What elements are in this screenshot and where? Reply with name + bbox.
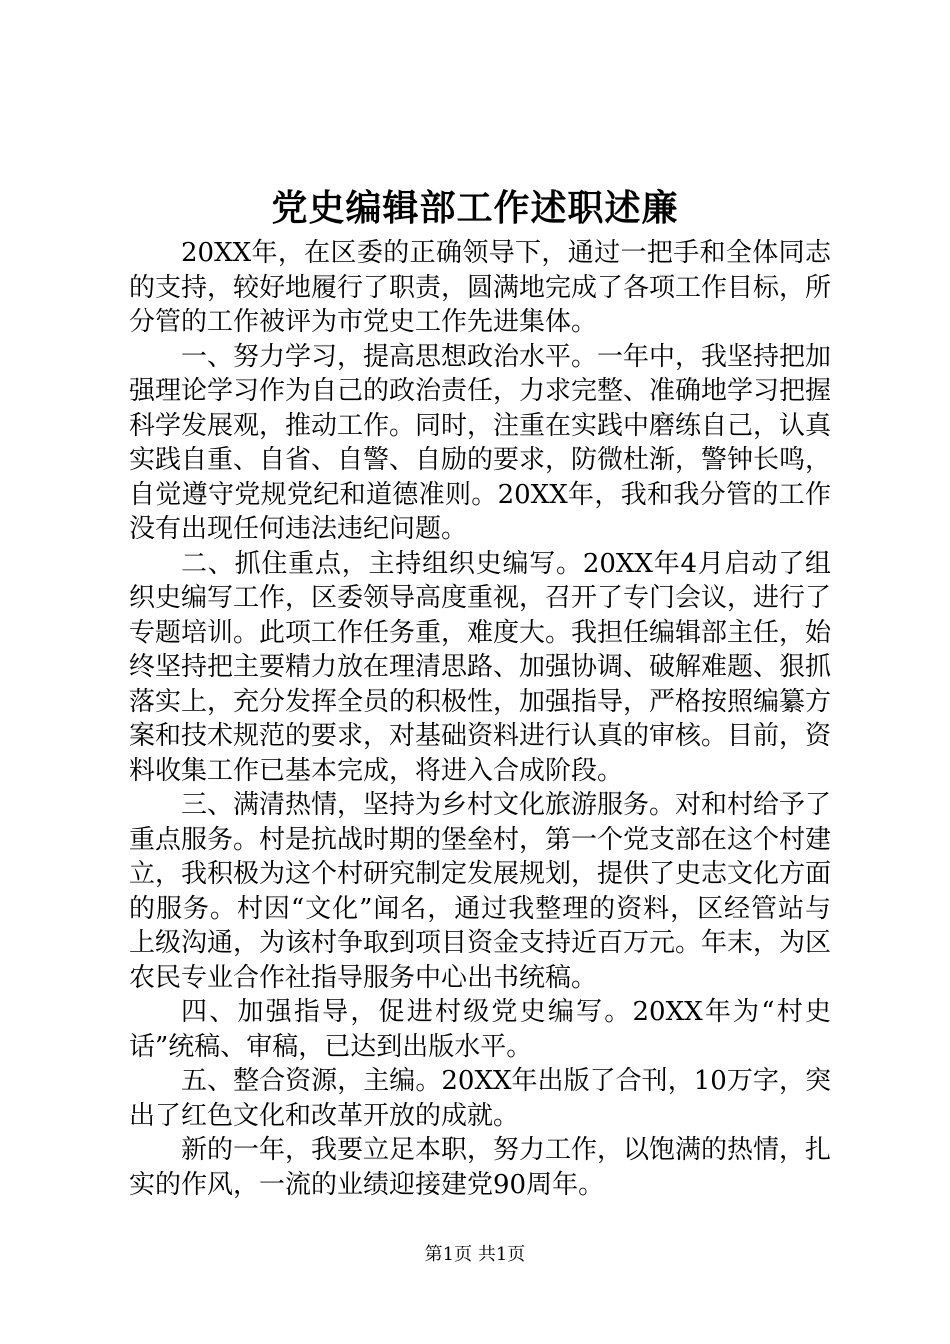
document-title: 党史编辑部工作述职述廉 <box>271 187 679 229</box>
paragraph-village-service: 三、满清热情，坚持为乡村文化旅游服务。对和村给予了重点服务。村是抗战时期的堡垒村，第一个党支部在这个村建立，我积极为这个村研究制定发展规划，提供了史志文化方面的服务。村因“文化”闻名，通过我整理的资料，区经管站与上级沟通，为该村争取到项目资金支持近百万元。年末，为区农民专业合作社指导服务中心出书统稿。 <box>129 790 832 993</box>
paragraph-resources: 五、整合资源，主编。20XX年出版了合刊，10万字，突出了红色文化和改革开放的成就。 <box>129 1066 831 1131</box>
paragraph-intro: 20XX年，在区委的正确领导下，通过一把手和全体同志的支持，较好地履行了职责，圆满地完成了各项工作目标，所分管的工作被评为市党史工作先进集体。 <box>129 238 832 337</box>
paragraph-village-history-guidance: 四、加强指导，促进村级党史编写。20XX年为“村史话”统稿、审稿，已达到出版水平。 <box>129 997 831 1062</box>
page-number-footer: 第1页 共1页 <box>424 1244 526 1265</box>
paragraph-study: 一、努力学习，提高思想政治水平。一年中，我坚持把加强理论学习作为自己的政治责任，力求完整、准确地学习把握科学发展观，推动工作。同时，注重在实践中磨练自己，认真实践自重、自省、自警、自励的要求，防微杜渐，警钟长鸣，自觉遵守党规党纪和道德准则。20XX年，我和我分管的工作没有出现任何违法违纪问题。 <box>129 341 832 544</box>
document-body <box>129 236 831 1202</box>
paragraph-organization-history: 二、抓住重点，主持组织史编写。20XX年4月启动了组织史编写工作，区委领导高度重视，召开了专门会议，进行了专题培训。此项工作任务重，难度大。我担任编辑部主任，始终坚持把主要精力放在理清思路、加强协调、破解难题、狠抓落实上，充分发挥全员的积极性，加强指导，严格按照编纂方案和技术规范的要求，对基础资料进行认真的审核。目前，资料收集工作已基本完成，将进入合成阶段。 <box>129 548 832 786</box>
paragraph-new-year: 新的一年，我要立足本职，努力工作，以饱满的热情，扎实的作风，一流的业绩迎接建党90周年。 <box>129 1135 832 1200</box>
